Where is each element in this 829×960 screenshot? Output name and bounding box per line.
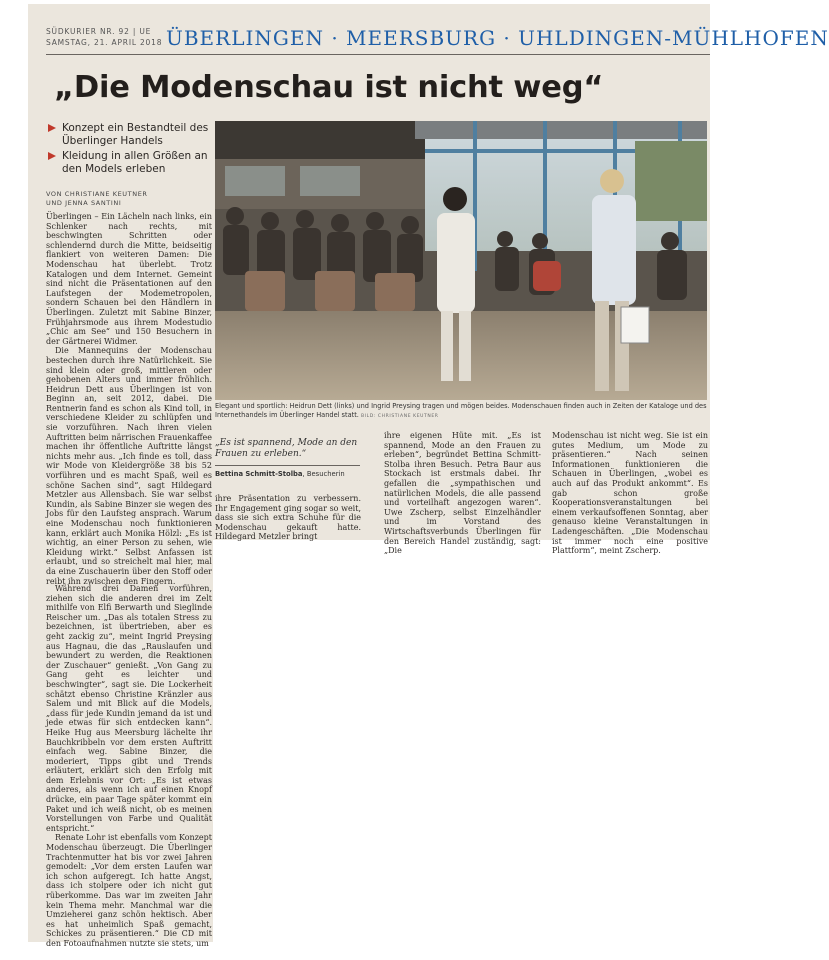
byline-1: VON CHRISTIANE KEUTNER <box>46 190 148 198</box>
byline-2: UND JENNA SANTINI <box>46 199 122 207</box>
subhead-bullet-2-text: Kleidung in allen Größen an den Models erleben <box>62 150 208 175</box>
photo-caption <box>215 402 707 421</box>
paragraph: ihre Präsentation zu verbessern. Ihr Engagement ging sogar so weit, dass sie sich extra Schuhe für die Modenschau gekauft hatte. Hildegard Metzler bringt <box>215 494 361 542</box>
masthead-rule <box>46 54 710 55</box>
masthead-regions-wrap <box>166 26 829 50</box>
article-column-3 <box>384 431 541 556</box>
masthead-regions: ÜBERLINGEN · MEERSBURG · UHLDINGEN-MÜHLHOFEN <box>166 26 829 50</box>
pull-quote <box>215 438 360 478</box>
pull-quote-role: , Besucherin <box>302 470 345 478</box>
article-headline: „Die Modenschau ist nicht weg“ <box>54 70 604 105</box>
paragraph: Modenschau ist nicht weg. Sie ist ein gutes Medium, um Mode zu präsentieren.“ Nach seinen Informationen funktionieren die Schauen in Überlingen, „wobei es auch auf das Produkt ankommt“. Es gab schon große Kooperationsveranstaltungen bei einem verkaufsoffenen Sonntag, aber genauso kleine Veranstaltungen in Ladengeschäften. „Die Modenschau ist immer noch eine positive Plattform“, meint Zscherp. <box>552 431 708 556</box>
pull-quote-attribution <box>215 470 360 478</box>
bullet-arrow-icon <box>48 152 56 160</box>
paragraph: Überlingen – Ein Lächeln nach links, ein Schlenker nach rechts, mit beschwingten Schritten oder schlendernd durch die Mitte, beidseitig flankiert von weiteren Damen: Die Modenschau hat überlebt. Trotz Katalogen und dem Internet. Gemeint sind nicht die Präsentationen auf den Laufstegen der Modemetropolen, sondern Schauen bei den Händlern in Überlingen. Zuletzt mit Sabine Binzer, Frühjahrsmode aus ihrem Modestudio „Chic am See“ und 150 Besuchern in der Gärtnerei Widmer. <box>46 212 212 346</box>
paragraph: Renate Lohr ist ebenfalls vom Konzept Modenschau überzeugt. Die Überlinger Trachtenmutter hat bis vor zwei Jahren gemodelt: „Vor dem ersten Laufen war ich schon aufgeregt. Ich hatte Angst, dass ich stolpere oder ich nicht gut rüberkomme. Das war im zweiten Jahr kein Thema mehr. Manchmal war die Umzieherei ganz schön hektisch. Aber es hat unheimlich Spaß gemacht, Schickes zu präsentieren.“ Die CD mit den Fotoaufnahmen nutzte sie stets, um <box>46 833 212 948</box>
masthead-date: SAMSTAG, 21. APRIL 2018 <box>46 38 163 47</box>
paragraph: Während drei Damen vorführen, ziehen sich die anderen drei im Zelt mithilfe von Elfi Berwarth und Sieglinde Reischer um. „Das als totalen Stress zu bezeichnen, ist übertrieben, aber es geht zackig zu“, meint Ingrid Preysing aus Hagnau, die das „Rauslaufen und bewundert zu werden, die Reaktionen der Zuschauer“ genießt. „Von Gang zu Gang geht es leichter und beschwingter“, sagt sie. Die Lockerheit schätzt ebenso Christine Kränzler aus Salem und mit Blick auf die Models, „dass für jede Kundin jemand da ist und jede etwas für sich entdecken kann“. Heike Hug aus Meersburg lächelte ihr Bauchkribbeln vor dem ersten Auftritt einfach weg. Sabine Binzer, die moderiert, Tipps gibt und Trends erläutert, erklärt sich den Erfolg mit dem Erlebnis vor Ort: „Es ist etwas anderes, als wenn ich auf einen Knopf drücke, ein paar Tage später kommt ein Paket und ich weiß nicht, ob es meinen Vorstellungen von Farbe und Qualität entspricht.“ <box>46 584 212 833</box>
article-photo <box>215 121 707 400</box>
bullet-arrow-icon <box>48 124 56 132</box>
subhead-bullet-2 <box>48 150 227 176</box>
photo-credit: BILD: CHRISTIANE KEUTNER <box>361 414 439 419</box>
masthead-issue: SÜDKURIER NR. 92 | UE <box>46 27 152 36</box>
pull-quote-text: „Es ist spannend, Mode an den Frauen zu erleben.“ <box>215 438 358 459</box>
pull-quote-author: Bettina Schmitt-Stolba <box>215 470 303 478</box>
photo-caption-text: Elegant und sportlich: Heidrun Dett (links) und Ingrid Preysing tragen und mögen beides. Modenschauen finden auch in Zeiten der Kataloge und des Internethandels im Überlinger Handel statt. <box>215 402 707 419</box>
paragraph: ihre eigenen Hüte mit. „Es ist spannend, Mode an den Frauen zu erleben“, begründet Bettina Schmitt-Stolba ihren Besuch. Petra Baur aus Stockach ist erstmals dabei. Ihr gefallen die „sympathischen und natürlichen Models, die alle passend und vorteilhaft angezogen waren“. Uwe Zscherp, selbst Einzelhändler und im Vorstand des Wirtschaftsverbunds Überlingen für den Bereich Handel zuständig, sagt: „Die <box>384 431 541 556</box>
subhead-bullet-1-text: Konzept ein Bestandteil des Überlinger Handels <box>62 122 209 147</box>
pull-quote-rule <box>215 465 360 466</box>
paragraph: Die Mannequins der Modenschau bestechen durch ihre Natürlichkeit. Sie sind klein oder groß, mittleren oder gehobenen Alters und immer fröhlich. Heidrun Dett aus Überlingen ist von Beginn an, seit 2012, dabei. Die Rentnerin fand es schon als Kind toll, in verschiedene Kleider zu schlüpfen und sie vorzuführen. Nach ihren vielen Auftritten beim närrischen Frauenkaffee machen ihr öffentliche Auftritte längst nichts mehr aus. „Ich finde es toll, dass wir Mode von Kleidergröße 38 bis 52 vorführen und es macht Spaß, weil es schöne Sachen sind“, sagt Hildegard Metzler aus Allensbach. Sie war selbst Kundin, als Sabine Binzer sie wegen des Jobs für den Laufsteg ansprach. Warum eine Modenschau noch funktionieren kann, erklärt auch Monika Hölzl: „Es ist wichtig, an einer Person zu sehen, wie Kleidung wirkt.“ Selbst Anfassen ist erlaubt, und so streichelt mal hier, mal da eine Zuschauerin über den Stoff oder reibt ihn zwischen den Fingern. <box>46 346 212 586</box>
article-column-2 <box>215 494 361 542</box>
article-column-4 <box>552 431 708 556</box>
article-column-1-lower <box>46 584 212 948</box>
article-column-1-upper <box>46 212 212 586</box>
subhead-bullet-1 <box>48 122 227 148</box>
